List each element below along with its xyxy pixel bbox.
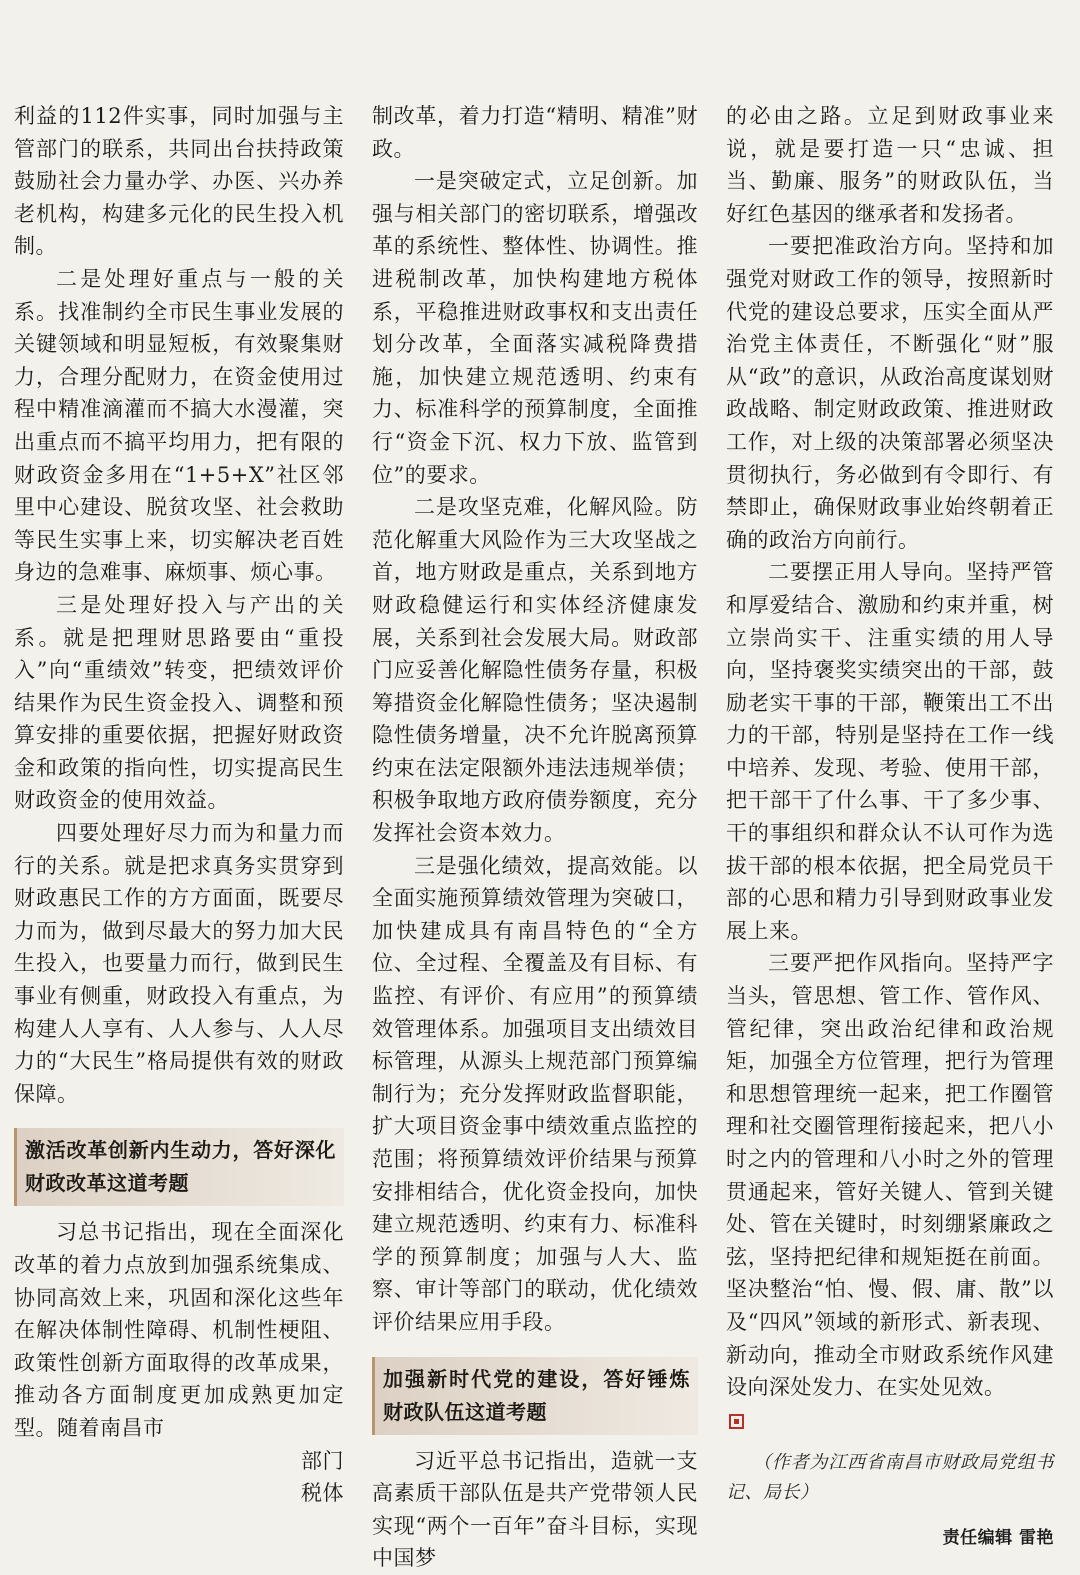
paragraph: 制改革，着力打造“精明、精准”财政。 (372, 104, 698, 161)
cropped-fragment (14, 1445, 344, 1510)
article-end-icon (729, 1414, 744, 1429)
paragraph: 的必由之路。立足到财政事业来说，就是要打造一只“忠诚、担当、勤廉、服务”的财政队伍，当好红色基因的继承者和发扬者。 (726, 104, 1054, 226)
section-heading-party-building: 加强新时代党的建设，答好锤炼财政队伍这道考题 (372, 1357, 698, 1435)
author-note: （作者为江西省南昌市财政局党组书记、局长） (726, 1452, 1054, 1504)
paragraph: 一是突破定式，立足创新。加强与相关部门的密切联系，增强改革的系统性、整体性、协调性。推进税制改革，加快构建地方税体系，平稳推进财政事权和支出责任划分改革，全面落实减税降费措施，加快建立规范透明、约束有力、标准科学的预算制度，全面推行“资金下沉、权力下放、监管到位”的要求。 (372, 169, 698, 487)
column-right (726, 100, 1054, 1555)
paragraph: 三要严把作风指向。坚持严字当头，管思想、管工作、管作风、管纪律，突出政治纪律和政治规矩，加强全方位管理，把行为管理和思想管理统一起来，把工作圈管理和社交圈管理衔接起来，把八小时之内的管理和八小时之外的管理贯通起来，管好关键人、管到关键处、管在关键时，时刻绷紧廉政之弦，坚持把纪律和规矩挺在前面。坚决整治“怕、慢、假、庸、散”以及“四风”领域的新形式、新表现、新动向，推动全市财政系统作风建设向深处发力、在实处见效。 (726, 951, 1054, 1400)
editor-credit: 责任编辑 雷艳 (942, 1528, 1054, 1549)
paragraph: 二要摆正用人导向。坚持严管和厚爱结合、激励和约束并重，树立崇尚实干、注重实绩的用人导向，坚持褒奖实绩突出的干部，鼓励老实干事的干部，鞭策出工不出力的干部，特别是坚持在工作一线中培养、发现、考验、使用干部，把干部干了什么事、干了多少事、干的事组织和群众认不认可作为选拔干部的根本依据，把全局党员干部的心思和精力引导到财政事业发展上来。 (726, 560, 1054, 943)
paragraph: 习总书记指出，现在全面深化改革的着力点放到加强系统集成、协同高效上来，巩固和深化这些年在解决体制性障碍、机制性梗阻、政策性创新方面取得的改革成果，推动各方面制度更加成熟更加定型。随着南昌市 (14, 1220, 344, 1440)
paragraph: 利益的112件实事，同时加强与主管部门的联系，共同出台扶持政策鼓励社会力量办学、办医、兴办养老机构，构建多元化的民生投入机制。 (14, 104, 344, 259)
paragraph: 三是强化绩效，提高效能。以全面实施预算绩效管理为突破口，加快建成具有南昌特色的“全方位、全过程、全覆盖及有目标、有监控、有评价、有应用”的预算绩效管理体系。加强项目支出绩效目标管理，从源头上规范部门预算编制行为；充分发挥财政监督职能，扩大项目资金事中绩效重点监控的范围；将预算绩效评价结果与预算安排相结合，优化资金投向，加快建立规范透明、约束有力、标准科学的预算制度；加强与人大、监察、审计等部门的联动，优化绩效评价结果应用手段。 (372, 853, 698, 1334)
fragment-text: 税体 (301, 1481, 344, 1506)
paragraph: 二是攻坚克难，化解风险。防范化解重大风险作为三大攻坚战之首，地方财政是重点，关系到地方财政稳健运行和实体经济健康发展，关系到社会发展大局。财政部门应妥善化解隐性债务存量，积极筹措资金化解隐性债务；坚决遏制隐性债务增量，决不允许脱离预算约束在法定限额外违法违规举债；积极争取地方政府债券额度，充分发挥社会资本效力。 (372, 495, 698, 846)
paragraph: 一要把准政治方向。坚持和加强党对财政工作的领导，按照新时代党的建设总要求，压实全面从严治党主体责任，不断强化“财”服从“政”的意识，从政治高度谋划财政战略、制定财政政策、推进财政工作，对上级的决策部署必须坚决贯彻执行，务必做到有令即行、有禁即止，确保财政事业始终朝着正确的政治方向前行。 (726, 234, 1054, 552)
fragment-text: 部门 (301, 1448, 344, 1473)
paragraph: 四要处理好尽力而为和量力而行的关系。就是把求真务实贯穿到财政惠民工作的方方面面，既要尽力而为，做到尽最大的努力加大民生投入，也要量力而行，做到民生事业有侧重，财政投入有重点，为构建人人享有、人人参与、人人尽力的“大民生”格局提供有效的财政保障。 (14, 821, 344, 1106)
paragraph: 三是处理好投入与产出的关系。就是把理财思路要由“重投入”向“重绩效”转变，把绩效评价结果作为民生资金投入、调整和预算安排的重要依据，把握好财政资金和政策的指向性，切实提高民生财政资金的使用效益。 (14, 592, 344, 813)
end-mark-line (726, 1404, 1054, 1437)
paragraph: 习近平总书记指出，造就一支高素质干部队伍是共产党带领人民实现“两个一百年”奋斗目标，实现中国梦 (372, 1448, 698, 1571)
section-heading-reform: 激活改革创新内生动力，答好深化财政改革这道考题 (14, 1128, 344, 1206)
paragraph: 二是处理好重点与一般的关系。找准制约全市民生事业发展的关键领域和明显短板，有效聚集财力，合理分配财力，在资金使用过程中精准滴灌而不搞大水漫灌，突出重点而不搞平均用力，把有限的财政资金多用在“1+5+X”社区邻里中心建设、脱贫攻坚、社会救助等民生实事上来，切实解决老百姓身边的急难事、麻烦事、烦心事。 (14, 266, 344, 585)
column-left (14, 100, 344, 1510)
column-middle (372, 100, 698, 1575)
